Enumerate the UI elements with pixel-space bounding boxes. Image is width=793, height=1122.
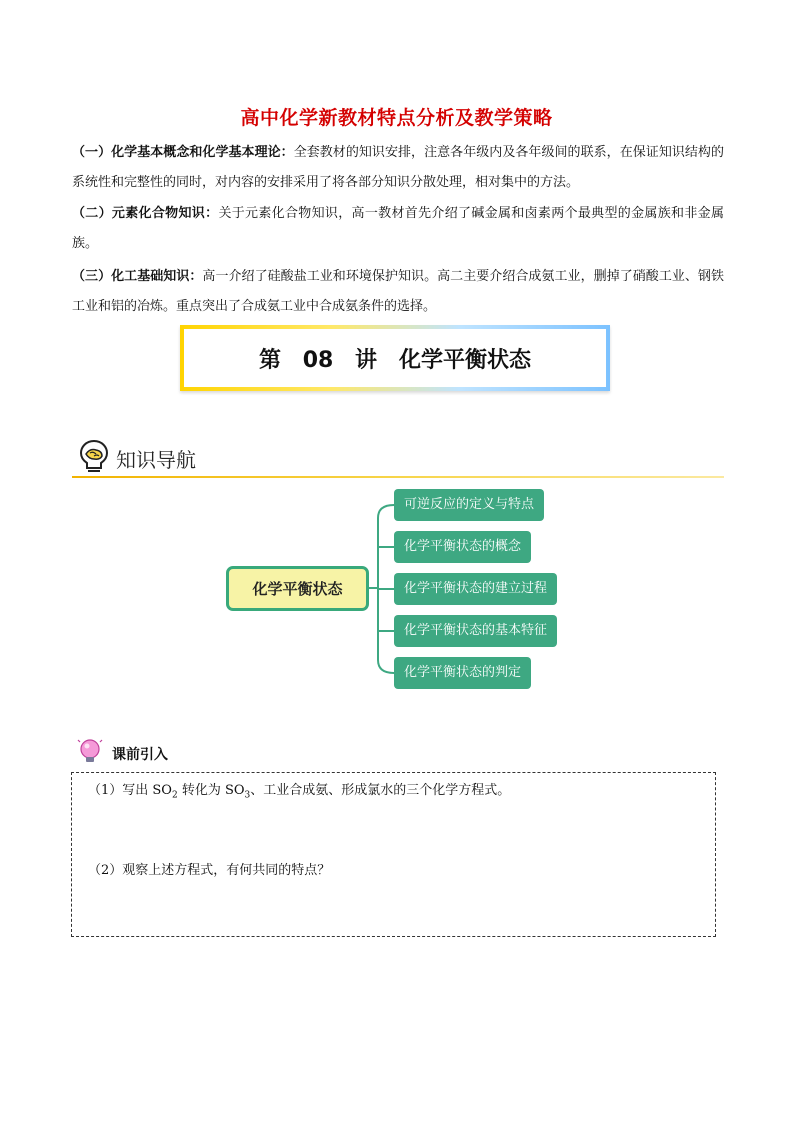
lightbulb-brain-icon	[76, 438, 112, 478]
pink-lightbulb-icon	[76, 738, 104, 770]
mindmap-node-basic-features: 化学平衡状态的基本特征	[394, 615, 557, 647]
knowledge-nav-title: 知识导航	[116, 448, 196, 472]
mindmap-node-reversible-reaction: 可逆反应的定义与特点	[394, 489, 544, 521]
knowledge-nav-header	[72, 436, 724, 480]
lecture-title: 第 08 讲 化学平衡状态	[184, 329, 606, 387]
mindmap-root-node: 化学平衡状态	[226, 566, 369, 611]
pre-class-box	[71, 772, 716, 937]
mindmap-node-establishment-process: 化学平衡状态的建立过程	[394, 573, 557, 605]
question-1-suffix: 、工业合成氨、形成氯水的三个化学方程式。	[250, 783, 511, 798]
section-elements	[72, 199, 724, 259]
section-chemical-industry	[72, 262, 724, 322]
mindmap-node-determination: 化学平衡状态的判定	[394, 657, 531, 689]
section-concepts	[72, 138, 724, 198]
section-concepts-lead: （一）化学基本概念和化学基本理论：	[72, 145, 294, 160]
so2-subscript: 2	[171, 790, 178, 801]
section-elements-text: 关于元素化合物知识，高一教材首先介绍了碱金属和卤素两个最典型的金属族和非金属族。	[72, 206, 724, 251]
knowledge-nav-underline	[72, 476, 724, 478]
section-industry-text: 高一介绍了硅酸盐工业和环境保护知识。高二主要介绍合成氨工业，删掉了硝酸工业、钢铁工业和铝的冶炼。重点突出了合成氨工业中合成氨条件的选择。	[72, 269, 724, 314]
question-1	[88, 779, 510, 801]
mindmap-node-equilibrium-concept: 化学平衡状态的概念	[394, 531, 531, 563]
question-1-prefix: （1）写出 SO	[88, 783, 172, 798]
section-concepts-text: 全套教材的知识安排，注意各年级内及各年级间的联系，在保证知识结构的系统性和完整性的同时，对内容的安排采用了将各部分知识分散处理，相对集中的方法。	[72, 145, 724, 190]
section-elements-lead: （二）元素化合物知识：	[72, 206, 219, 221]
document-title: 高中化学新教材特点分析及教学策略	[240, 107, 553, 129]
so3-subscript: 3	[244, 790, 251, 801]
question-1-mid: 转化为 SO	[177, 783, 245, 798]
pre-class-title: 课前引入	[112, 747, 168, 763]
lecture-banner	[180, 325, 610, 391]
section-industry-lead: （三）化工基础知识：	[72, 269, 203, 284]
question-2: （2）观察上述方程式，有何共同的特点？	[88, 863, 331, 878]
